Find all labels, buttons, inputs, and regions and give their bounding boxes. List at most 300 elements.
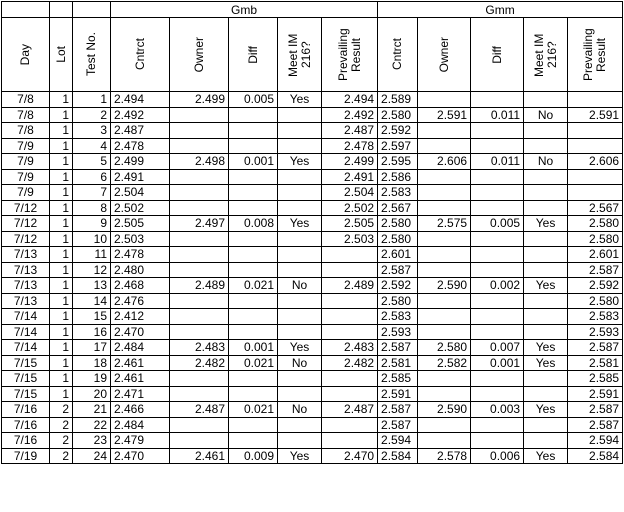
table-row [2,417,623,433]
gmm-prevailing-cell: 2.585 [568,371,623,387]
gmm-meet-cell [524,433,568,449]
gmb-meet-cell [278,417,322,433]
gmm-diff-cell [471,185,524,201]
table-row [2,200,623,216]
day-cell: 7/16 [2,402,50,418]
table-row [2,371,623,387]
gmm-prevailing-cell: 2.581 [568,355,623,371]
group-header-row [2,2,623,18]
gmb-diff-header: Diff [229,18,278,92]
gmb-meet-header: Meet IM 216? [278,18,322,92]
lot-cell: 2 [50,433,73,449]
gmb-meet-cell [278,138,322,154]
gmb-prevailing-cell [322,433,378,449]
gmb-prevailing-cell: 2.502 [322,200,378,216]
test-no-cell: 1 [73,92,111,108]
gmb-prevailing-cell: 2.487 [322,123,378,139]
gmm-owner-cell [418,386,471,402]
test-no-cell: 22 [73,417,111,433]
gmb-prevailing-cell: 2.470 [322,448,378,464]
gmm-owner-cell: 2.575 [418,216,471,232]
gmm-cntrct-cell: 2.591 [378,386,418,402]
gmm-meet-cell [524,231,568,247]
table-row [2,154,623,170]
gmm-diff-cell: 0.002 [471,278,524,294]
gmm-cntrct-cell: 2.587 [378,262,418,278]
gmb-prevailing-cell: 2.492 [322,107,378,123]
gmb-cntrct-cell: 2.484 [111,417,170,433]
gmb-prevailing-cell: 2.494 [322,92,378,108]
table-row [2,278,623,294]
gmm-diff-cell [471,169,524,185]
gmb-prevailing-cell [322,324,378,340]
table-row [2,293,623,309]
gmb-meet-cell: Yes [278,92,322,108]
gmb-owner-cell [170,185,229,201]
lot-cell: 1 [50,169,73,185]
gmm-diff-cell [471,386,524,402]
lot-cell: 2 [50,402,73,418]
gmm-owner-cell: 2.590 [418,278,471,294]
day-cell: 7/15 [2,386,50,402]
gmb-owner-cell: 2.461 [170,448,229,464]
day-header: Day [2,18,50,92]
gmm-prevailing-cell: 2.580 [568,231,623,247]
gmm-prevailing-cell [568,123,623,139]
gmm-diff-cell [471,200,524,216]
gmb-owner-cell [170,293,229,309]
gmm-meet-cell: No [524,107,568,123]
lot-cell: 1 [50,154,73,170]
gmb-owner-cell: 2.483 [170,340,229,356]
gmb-owner-cell [170,138,229,154]
day-cell: 7/14 [2,324,50,340]
day-cell: 7/13 [2,262,50,278]
lot-header: Lot [50,18,73,92]
gmb-meet-cell [278,433,322,449]
gmb-prevailing-header: Prevailing Result [322,18,378,92]
day-cell: 7/12 [2,200,50,216]
gmb-diff-cell: 0.009 [229,448,278,464]
gmm-prevailing-cell: 2.592 [568,278,623,294]
gmb-meet-cell [278,247,322,263]
gmb-owner-cell: 2.497 [170,216,229,232]
gmb-diff-cell: 0.021 [229,402,278,418]
gmm-owner-cell [418,200,471,216]
test-no-cell: 8 [73,200,111,216]
gmb-meet-cell [278,107,322,123]
gmm-prevailing-cell: 2.584 [568,448,623,464]
gmb-owner-cell [170,262,229,278]
gmm-cntrct-header: Cntrct [378,18,418,92]
gmb-cntrct-cell: 2.468 [111,278,170,294]
table-row [2,185,623,201]
test-no-cell: 16 [73,324,111,340]
gmb-meet-cell [278,309,322,325]
gmb-meet-cell [278,200,322,216]
lot-cell: 1 [50,231,73,247]
test-no-cell: 18 [73,355,111,371]
gmb-owner-header: Owner [170,18,229,92]
gmb-cntrct-cell: 2.412 [111,309,170,325]
gmb-cntrct-cell: 2.476 [111,293,170,309]
table-row [2,92,623,108]
gmm-diff-cell [471,123,524,139]
gmm-owner-cell [418,247,471,263]
gmm-prevailing-cell [568,92,623,108]
table-row [2,138,623,154]
table-row [2,448,623,464]
gmb-owner-cell [170,169,229,185]
gmm-cntrct-cell: 2.580 [378,231,418,247]
gmb-cntrct-cell: 2.504 [111,185,170,201]
gmm-cntrct-cell: 2.592 [378,278,418,294]
gmb-prevailing-cell: 2.499 [322,154,378,170]
gmb-diff-cell: 0.001 [229,154,278,170]
day-cell: 7/12 [2,231,50,247]
gmb-group-header: Gmb [111,2,378,18]
gmm-meet-cell: Yes [524,216,568,232]
gmb-cntrct-cell: 2.480 [111,262,170,278]
gmm-meet-cell [524,123,568,139]
lot-cell: 1 [50,324,73,340]
gmb-diff-cell [229,293,278,309]
table-row [2,402,623,418]
gmm-meet-cell: Yes [524,355,568,371]
table-row [2,169,623,185]
gmm-cntrct-cell: 2.587 [378,417,418,433]
gmb-prevailing-cell: 2.491 [322,169,378,185]
gmm-prevailing-cell [568,138,623,154]
gmb-diff-cell: 0.021 [229,278,278,294]
test-no-cell: 17 [73,340,111,356]
gmm-meet-cell [524,293,568,309]
test-results-table [1,1,623,464]
gmb-meet-cell [278,371,322,387]
table-row [2,355,623,371]
gmb-prevailing-cell: 2.504 [322,185,378,201]
gmb-cntrct-cell: 2.466 [111,402,170,418]
gmm-diff-header: Diff [471,18,524,92]
gmb-owner-cell [170,247,229,263]
day-cell: 7/13 [2,293,50,309]
gmb-cntrct-cell: 2.478 [111,138,170,154]
table-body [2,92,623,464]
gmm-diff-cell: 0.011 [471,107,524,123]
gmb-meet-cell [278,185,322,201]
test-no-cell: 7 [73,185,111,201]
gmb-owner-cell [170,123,229,139]
gmm-diff-cell [471,138,524,154]
gmb-diff-cell [229,231,278,247]
gmb-diff-cell [229,433,278,449]
gmb-owner-cell [170,231,229,247]
gmm-meet-cell [524,185,568,201]
test-no-cell: 20 [73,386,111,402]
day-cell: 7/14 [2,309,50,325]
gmb-prevailing-cell: 2.505 [322,216,378,232]
gmm-diff-cell: 0.011 [471,154,524,170]
test-no-cell: 14 [73,293,111,309]
gmm-cntrct-cell: 2.587 [378,340,418,356]
gmm-cntrct-cell: 2.597 [378,138,418,154]
lot-cell: 1 [50,355,73,371]
gmm-cntrct-cell: 2.584 [378,448,418,464]
lot-cell: 1 [50,185,73,201]
day-cell: 7/13 [2,278,50,294]
blank-header [50,2,73,18]
gmb-cntrct-cell: 2.487 [111,123,170,139]
gmb-meet-cell: No [278,402,322,418]
gmb-prevailing-cell: 2.483 [322,340,378,356]
gmm-diff-cell [471,293,524,309]
gmb-meet-cell: Yes [278,216,322,232]
gmm-meet-cell [524,324,568,340]
gmb-meet-cell [278,324,322,340]
gmb-owner-cell [170,386,229,402]
day-cell: 7/12 [2,216,50,232]
gmm-meet-cell [524,309,568,325]
gmb-owner-cell [170,107,229,123]
gmm-cntrct-cell: 2.587 [378,402,418,418]
gmb-meet-cell: Yes [278,154,322,170]
gmb-cntrct-cell: 2.502 [111,200,170,216]
gmm-meet-cell [524,169,568,185]
gmb-diff-cell [229,262,278,278]
gmm-owner-cell [418,324,471,340]
gmm-owner-cell [418,231,471,247]
gmb-prevailing-cell [322,417,378,433]
lot-cell: 1 [50,216,73,232]
test-no-cell: 6 [73,169,111,185]
gmb-diff-cell [229,123,278,139]
table-row [2,216,623,232]
gmb-diff-cell [229,371,278,387]
lot-cell: 1 [50,138,73,154]
gmb-cntrct-cell: 2.470 [111,448,170,464]
gmb-owner-cell [170,371,229,387]
gmm-cntrct-cell: 2.580 [378,107,418,123]
gmm-cntrct-cell: 2.581 [378,355,418,371]
test-no-cell: 9 [73,216,111,232]
gmm-meet-cell [524,371,568,387]
gmm-owner-cell: 2.606 [418,154,471,170]
day-cell: 7/8 [2,123,50,139]
gmm-prevailing-cell: 2.601 [568,247,623,263]
blank-header [73,2,111,18]
gmb-diff-cell: 0.021 [229,355,278,371]
gmb-meet-cell: No [278,355,322,371]
gmm-owner-cell [418,417,471,433]
gmm-owner-cell: 2.578 [418,448,471,464]
gmb-owner-cell: 2.498 [170,154,229,170]
gmm-meet-cell [524,247,568,263]
gmb-meet-cell [278,386,322,402]
gmm-diff-cell: 0.001 [471,355,524,371]
day-cell: 7/13 [2,247,50,263]
gmb-cntrct-cell: 2.461 [111,355,170,371]
gmm-prevailing-cell: 2.606 [568,154,623,170]
lot-cell: 1 [50,340,73,356]
gmm-cntrct-cell: 2.583 [378,309,418,325]
gmb-diff-cell [229,324,278,340]
test-no-cell: 4 [73,138,111,154]
gmb-diff-cell: 0.008 [229,216,278,232]
gmm-diff-cell: 0.005 [471,216,524,232]
day-cell: 7/16 [2,417,50,433]
gmb-cntrct-cell: 2.492 [111,107,170,123]
blank-header [2,2,50,18]
gmm-cntrct-cell: 2.586 [378,169,418,185]
day-cell: 7/16 [2,433,50,449]
gmm-diff-cell [471,247,524,263]
gmb-diff-cell: 0.005 [229,92,278,108]
lot-cell: 1 [50,247,73,263]
gmm-cntrct-cell: 2.594 [378,433,418,449]
gmb-cntrct-cell: 2.494 [111,92,170,108]
gmb-diff-cell [229,200,278,216]
gmm-owner-cell [418,262,471,278]
gmm-prevailing-cell: 2.587 [568,402,623,418]
gmm-meet-cell: Yes [524,278,568,294]
gmm-diff-cell [471,309,524,325]
gmm-prevailing-cell: 2.580 [568,216,623,232]
table-row [2,340,623,356]
table-row [2,247,623,263]
table-row [2,309,623,325]
gmm-cntrct-cell: 2.592 [378,123,418,139]
gmm-owner-cell [418,92,471,108]
gmm-cntrct-cell: 2.580 [378,216,418,232]
gmm-prevailing-cell: 2.587 [568,262,623,278]
test-no-cell: 5 [73,154,111,170]
gmm-meet-cell: No [524,154,568,170]
gmb-cntrct-header: Cntrct [111,18,170,92]
gmm-cntrct-cell: 2.593 [378,324,418,340]
gmm-meet-cell: Yes [524,448,568,464]
gmm-diff-cell: 0.007 [471,340,524,356]
gmb-meet-cell: Yes [278,448,322,464]
gmm-prevailing-cell [568,169,623,185]
lot-cell: 2 [50,417,73,433]
test-no-cell: 10 [73,231,111,247]
gmm-diff-cell [471,417,524,433]
gmb-owner-cell: 2.487 [170,402,229,418]
gmm-prevailing-cell: 2.583 [568,309,623,325]
gmb-prevailing-cell: 2.478 [322,138,378,154]
day-cell: 7/9 [2,138,50,154]
gmm-cntrct-cell: 2.583 [378,185,418,201]
gmm-owner-cell: 2.591 [418,107,471,123]
gmm-diff-cell: 0.003 [471,402,524,418]
gmb-diff-cell [229,185,278,201]
gmb-cntrct-cell: 2.491 [111,169,170,185]
gmb-diff-cell [229,309,278,325]
test-no-cell: 2 [73,107,111,123]
table-row [2,262,623,278]
day-cell: 7/9 [2,154,50,170]
table-row [2,231,623,247]
test-no-header: Test No. [73,18,111,92]
gmb-cntrct-cell: 2.479 [111,433,170,449]
table-row [2,433,623,449]
gmb-cntrct-cell: 2.499 [111,154,170,170]
day-cell: 7/14 [2,340,50,356]
gmb-cntrct-cell: 2.505 [111,216,170,232]
gmb-prevailing-cell [322,309,378,325]
gmm-owner-cell [418,138,471,154]
lot-cell: 1 [50,200,73,216]
gmm-meet-cell [524,417,568,433]
test-no-cell: 23 [73,433,111,449]
gmm-prevailing-cell: 2.594 [568,433,623,449]
gmb-owner-cell [170,309,229,325]
gmb-diff-cell [229,169,278,185]
gmm-meet-cell [524,386,568,402]
gmb-cntrct-cell: 2.503 [111,231,170,247]
lot-cell: 1 [50,92,73,108]
gmb-owner-cell: 2.489 [170,278,229,294]
gmm-meet-cell [524,138,568,154]
gmm-owner-cell: 2.582 [418,355,471,371]
lot-cell: 1 [50,293,73,309]
gmm-meet-header: Meet IM 216? [524,18,568,92]
gmm-prevailing-cell: 2.593 [568,324,623,340]
gmb-owner-cell: 2.499 [170,92,229,108]
gmb-diff-cell [229,107,278,123]
test-no-cell: 11 [73,247,111,263]
gmm-cntrct-cell: 2.567 [378,200,418,216]
test-no-cell: 24 [73,448,111,464]
gmb-meet-cell [278,169,322,185]
gmb-owner-cell [170,417,229,433]
gmb-cntrct-cell: 2.470 [111,324,170,340]
gmm-diff-cell [471,371,524,387]
gmb-prevailing-cell [322,386,378,402]
gmm-owner-cell: 2.580 [418,340,471,356]
day-cell: 7/9 [2,185,50,201]
gmm-prevailing-cell: 2.567 [568,200,623,216]
gmm-group-header: Gmm [378,2,623,18]
table-row [2,107,623,123]
gmb-meet-cell: No [278,278,322,294]
gmm-cntrct-cell: 2.595 [378,154,418,170]
gmm-cntrct-cell: 2.585 [378,371,418,387]
gmb-owner-cell [170,324,229,340]
gmb-prevailing-cell [322,262,378,278]
test-no-cell: 3 [73,123,111,139]
gmb-prevailing-cell: 2.503 [322,231,378,247]
gmb-diff-cell: 0.001 [229,340,278,356]
gmb-diff-cell [229,138,278,154]
day-cell: 7/8 [2,92,50,108]
gmm-prevailing-cell: 2.580 [568,293,623,309]
gmb-cntrct-cell: 2.478 [111,247,170,263]
day-cell: 7/8 [2,107,50,123]
gmm-owner-cell [418,371,471,387]
gmb-prevailing-cell: 2.482 [322,355,378,371]
test-no-cell: 12 [73,262,111,278]
table-row [2,123,623,139]
gmm-meet-cell [524,262,568,278]
lot-cell: 1 [50,123,73,139]
gmm-owner-cell [418,309,471,325]
day-cell: 7/15 [2,371,50,387]
gmm-diff-cell [471,262,524,278]
gmb-diff-cell [229,247,278,263]
gmm-cntrct-cell: 2.589 [378,92,418,108]
gmm-owner-cell [418,293,471,309]
